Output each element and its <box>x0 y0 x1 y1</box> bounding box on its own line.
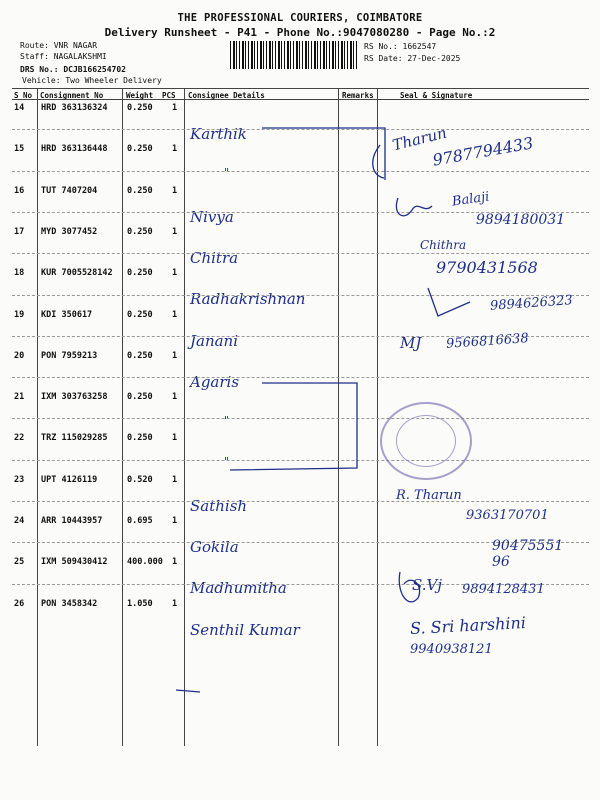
signature-3-name: Chithra <box>420 238 467 252</box>
signature-1-name: Tharun <box>390 123 449 155</box>
row-consignment-no: TUT 7407204 <box>41 186 98 196</box>
row-weight: 0.695 <box>127 516 153 526</box>
row-consignee-handwritten: " <box>224 166 230 179</box>
row-consignee-handwritten: Agaris <box>190 373 240 391</box>
staff-label: Staff: NAGALAKSHMI <box>20 52 107 61</box>
row-pcs: 1 <box>172 433 178 443</box>
row-sno: 20 <box>14 351 25 361</box>
row-consignee-handwritten: " <box>224 455 230 468</box>
col-header-consignment: Consignment No <box>40 91 104 100</box>
row-weight: 0.520 <box>127 475 153 485</box>
row-weight: 0.250 <box>127 144 153 154</box>
row-consignee-handwritten: Radhakrishnan <box>190 290 306 308</box>
signature-9-name: S. Sri harshini <box>409 612 527 639</box>
row-weight: 400.000 <box>127 557 163 567</box>
rs-date: RS Date: 27-Dec-2025 <box>364 54 461 63</box>
row-sno: 16 <box>14 186 25 196</box>
row-weight: 0.250 <box>127 433 153 443</box>
row-consignee-handwritten: Chitra <box>190 249 239 267</box>
row-consignment-no: MYD 3077452 <box>41 227 98 237</box>
col-header-pcs: PCS <box>162 91 176 100</box>
company-title: THE PROFESSIONAL COURIERS, COIMBATORE <box>177 12 423 24</box>
row-pcs: 1 <box>172 392 178 402</box>
row-pcs: 1 <box>172 227 178 237</box>
row-consignment-no: UPT 4126119 <box>41 475 98 485</box>
row-consignee-handwritten: Janani <box>190 332 239 350</box>
row-sno: 24 <box>14 516 25 526</box>
row-consignee-handwritten: Gokila <box>190 538 239 556</box>
row-weight: 0.250 <box>127 103 153 113</box>
signature-6-phone: 9363170701 <box>466 508 549 523</box>
row-pcs: 1 <box>172 516 178 526</box>
vehicle-label: Vehicle: Two Wheeler Delivery <box>22 76 162 85</box>
row-pcs: 1 <box>172 475 178 485</box>
signature-8-phone: 9894128431 <box>462 582 545 597</box>
row-pcs: 1 <box>172 268 178 278</box>
signature-4-phone: 9894626323 <box>489 293 574 314</box>
row-pcs: 1 <box>172 557 178 567</box>
row-consignment-no: KDI 350617 <box>41 310 93 320</box>
row-sno: 23 <box>14 475 25 485</box>
row-pcs: 1 <box>172 186 178 196</box>
signature-3-phone: 9790431568 <box>436 258 538 277</box>
signature-1-phone: 9787794433 <box>431 133 535 170</box>
row-consignment-no: IXM 509430412 <box>41 557 108 567</box>
row-sno: 25 <box>14 557 25 567</box>
route-label: Route: VNR NAGAR <box>20 41 98 50</box>
row-consignment-no: ARR 10443957 <box>41 516 103 526</box>
row-consignee-handwritten: Sathish <box>190 497 248 515</box>
row-pcs: 1 <box>172 351 178 361</box>
row-sno: 21 <box>14 392 25 402</box>
row-consignment-no: HRD 363136448 <box>41 144 108 154</box>
row-consignment-no: PON 3458342 <box>41 599 98 609</box>
row-sno: 17 <box>14 227 25 237</box>
signature-2-phone: 9894180031 <box>476 212 566 228</box>
row-consignment-no: IXM 303763258 <box>41 392 108 402</box>
row-weight: 0.250 <box>127 392 153 402</box>
signature-9-phone: 9940938121 <box>410 642 493 657</box>
row-sno: 22 <box>14 433 25 443</box>
drs-number: DRS No.: DCJB166254702 <box>20 65 126 74</box>
row-consignment-no: KUR 7005528142 <box>41 268 113 278</box>
col-header-sno: S No <box>14 91 33 100</box>
col-header-consignee: Consignee Details <box>188 91 265 100</box>
col-header-signature: Seal & Signature <box>400 91 473 100</box>
row-consignment-no: PON 7959213 <box>41 351 98 361</box>
row-consignee-handwritten: Madhumitha <box>190 579 287 597</box>
row-sno: 26 <box>14 599 25 609</box>
col-header-weight: Weight <box>126 91 154 100</box>
signature-5-name: MJ <box>400 334 422 352</box>
rs-number: RS No.: 1662547 <box>364 42 437 51</box>
row-weight: 0.250 <box>127 351 153 361</box>
row-sno: 14 <box>14 103 25 113</box>
row-weight: 0.250 <box>127 310 153 320</box>
signature-6-name: R. Tharun <box>396 488 462 503</box>
row-pcs: 1 <box>172 310 178 320</box>
row-sno: 18 <box>14 268 25 278</box>
row-pcs: 1 <box>172 103 178 113</box>
row-consignment-no: TRZ 115029285 <box>41 433 108 443</box>
signature-2-name: Balaji <box>451 189 491 210</box>
row-weight: 0.250 <box>127 186 153 196</box>
signature-5-phone: 9566816638 <box>445 331 530 352</box>
row-consignee-handwritten: Nivya <box>190 208 234 226</box>
row-weight: 1.050 <box>127 599 153 609</box>
signature-8-name: S.Vj <box>412 576 442 594</box>
row-consignee-handwritten: Senthil Kumar <box>190 621 300 639</box>
row-pcs: 1 <box>172 599 178 609</box>
runsheet-title: Delivery Runsheet - P41 - Phone No.:9047080280 - Page No.:2 <box>104 26 496 39</box>
signature-7-phone: 9047555196 <box>492 538 564 570</box>
row-sno: 19 <box>14 310 25 320</box>
row-weight: 0.250 <box>127 268 153 278</box>
row-consignment-no: HRD 363136324 <box>41 103 108 113</box>
col-header-remarks: Remarks <box>342 91 374 100</box>
row-consignee-handwritten: Karthik <box>190 125 247 143</box>
row-pcs: 1 <box>172 144 178 154</box>
row-weight: 0.250 <box>127 227 153 237</box>
row-sno: 15 <box>14 144 25 154</box>
row-consignee-handwritten: " <box>224 414 230 427</box>
